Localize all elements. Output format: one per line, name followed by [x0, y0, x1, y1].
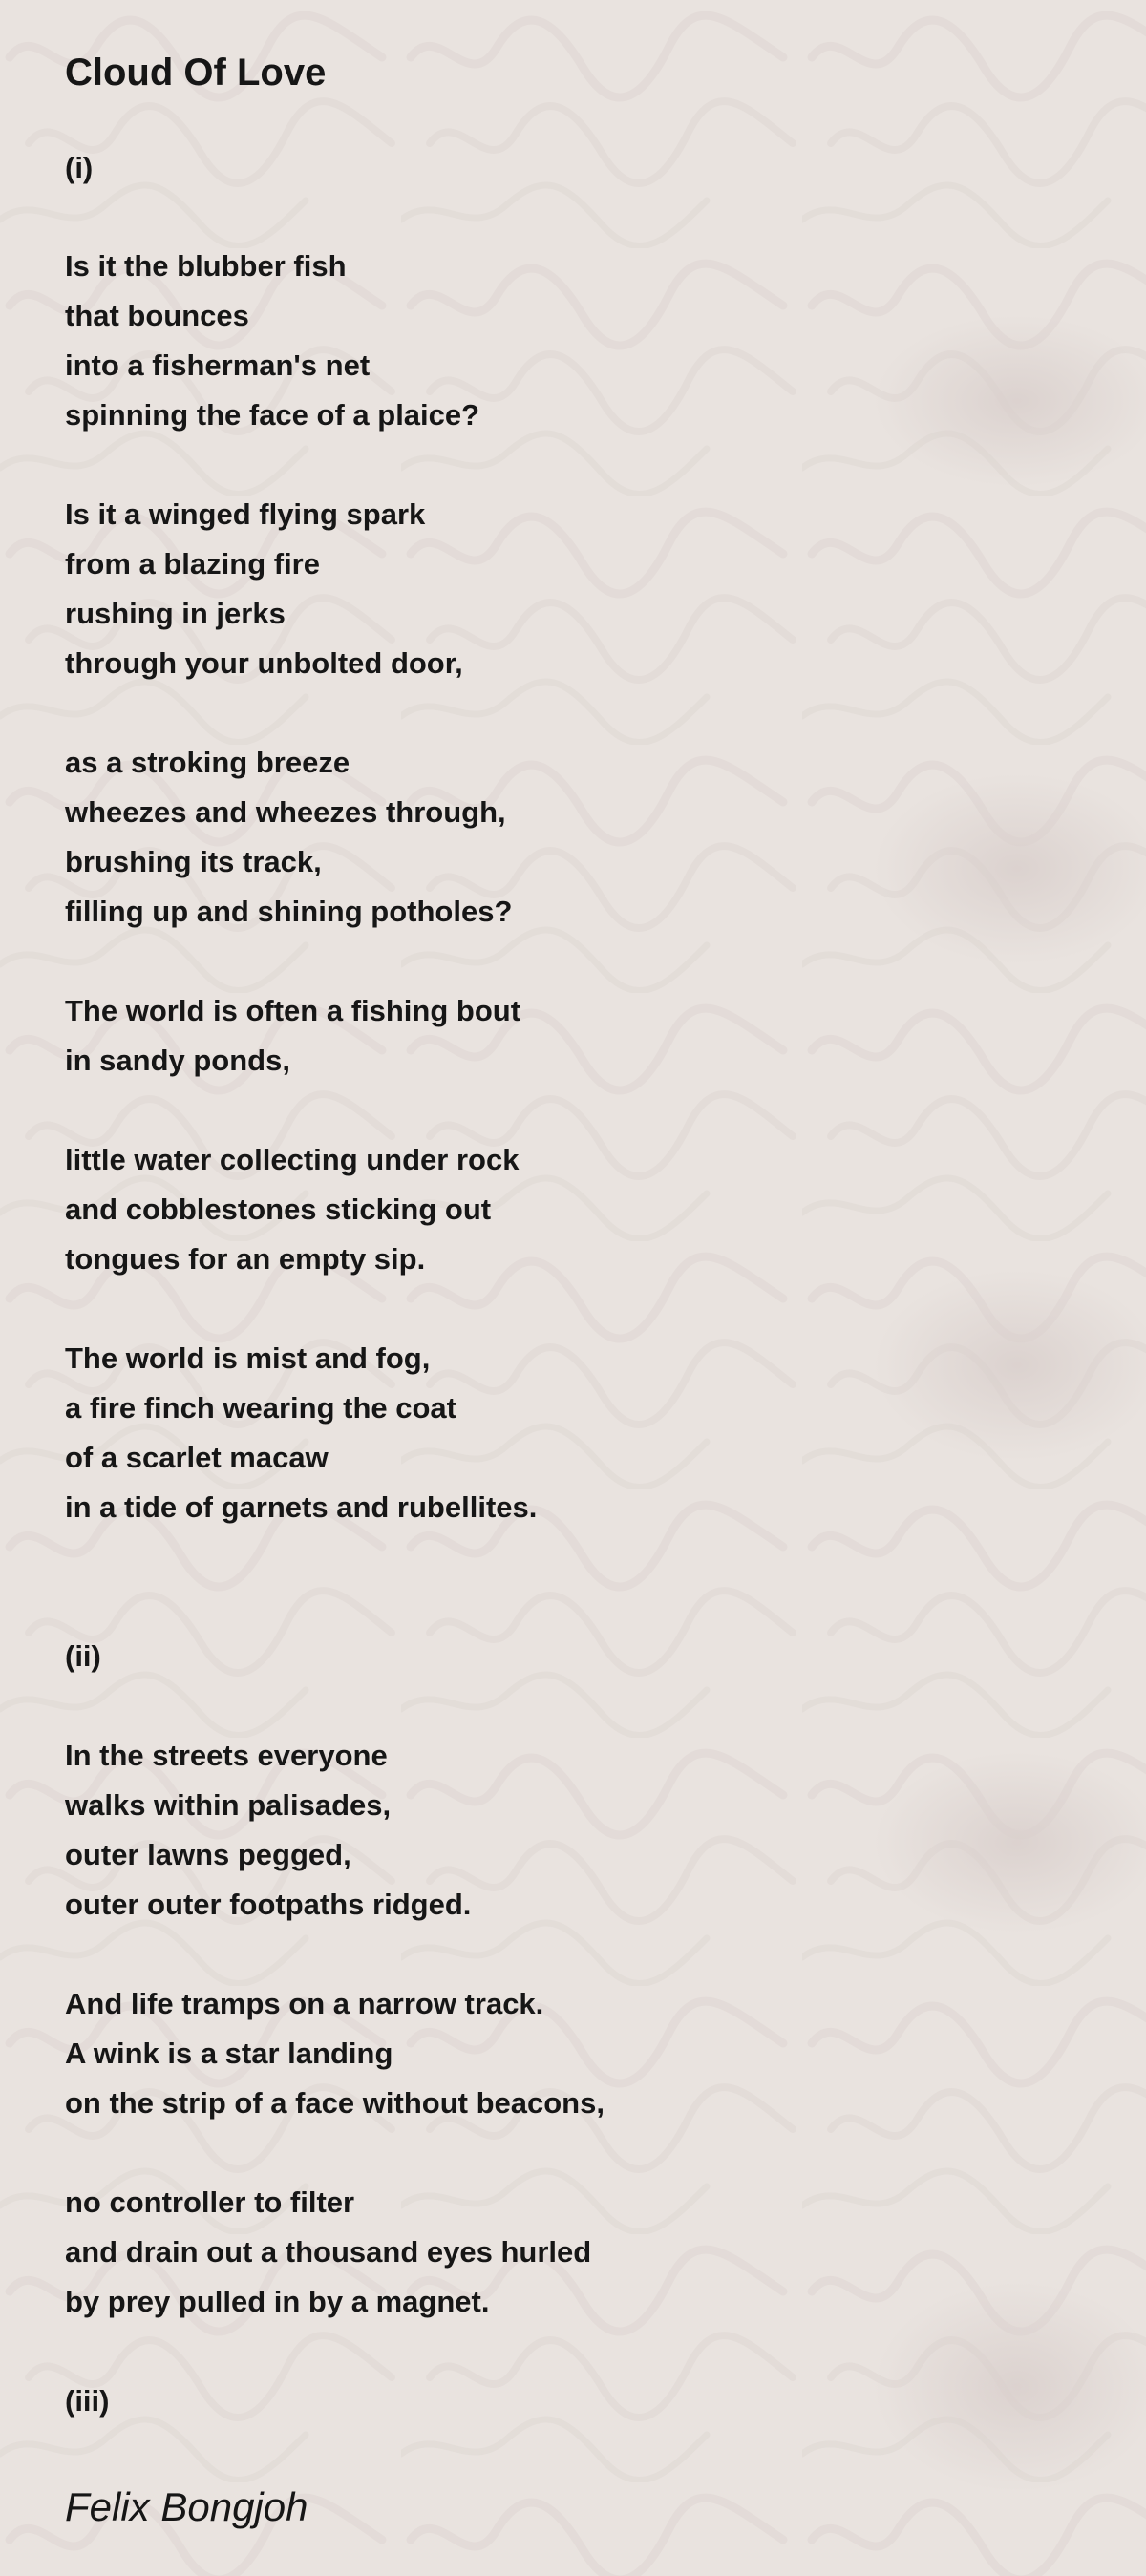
poem-line: rushing in jerks [65, 597, 286, 630]
poem-line: outer lawns pegged, [65, 1838, 351, 1871]
poem-line: And life tramps on a narrow track. [65, 1987, 544, 2020]
poem-line: A wink is a star landing [65, 2037, 393, 2070]
poem-line: as a stroking breeze [65, 746, 350, 779]
poem-line: In the streets everyone [65, 1739, 388, 1772]
poem-line: into a fisherman's net [65, 348, 371, 382]
poem-line: filling up and shining potholes? [65, 895, 513, 928]
stanza-heading: (iii) [65, 2384, 110, 2418]
poem-line: a fire finch wearing the coat [65, 1391, 456, 1425]
poem-line: tongues for an empty sip. [65, 1242, 426, 1276]
poem-line: The world is often a fishing bout [65, 994, 521, 1027]
poem-line: that bounces [65, 299, 249, 332]
poem-title: Cloud Of Love [65, 52, 327, 94]
poem-line: and cobblestones sticking out [65, 1193, 492, 1226]
poem-line: Is it a winged flying spark [65, 497, 426, 531]
poem-line: on the strip of a face without beacons, [65, 2086, 605, 2120]
poem-line: in sandy ponds, [65, 1044, 290, 1077]
stanza-heading: (ii) [65, 1639, 101, 1673]
poem-line: brushing its track, [65, 845, 322, 878]
poem-line: by prey pulled in by a magnet. [65, 2285, 490, 2318]
poem-line: outer outer footpaths ridged. [65, 1888, 472, 1921]
poem-line: Is it the blubber fish [65, 249, 347, 283]
poem-author: Felix Bongjoh [65, 2484, 308, 2529]
poem-line: The world is mist and fog, [65, 1341, 431, 1375]
poem-line: in a tide of garnets and rubellites. [65, 1490, 538, 1524]
poem-line: spinning the face of a plaice? [65, 398, 480, 432]
stanza-heading: (i) [65, 151, 94, 184]
poem-line: through your unbolted door, [65, 646, 463, 680]
poem-line: little water collecting under rock [65, 1143, 520, 1176]
poem-line: from a blazing fire [65, 547, 320, 581]
poem-line: walks within palisades, [65, 1788, 392, 1822]
poem-line: wheezes and wheezes through, [65, 795, 506, 829]
poem-line: no controller to filter [65, 2185, 355, 2219]
poem-line: and drain out a thousand eyes hurled [65, 2235, 592, 2269]
poem-line: of a scarlet macaw [65, 1441, 329, 1474]
